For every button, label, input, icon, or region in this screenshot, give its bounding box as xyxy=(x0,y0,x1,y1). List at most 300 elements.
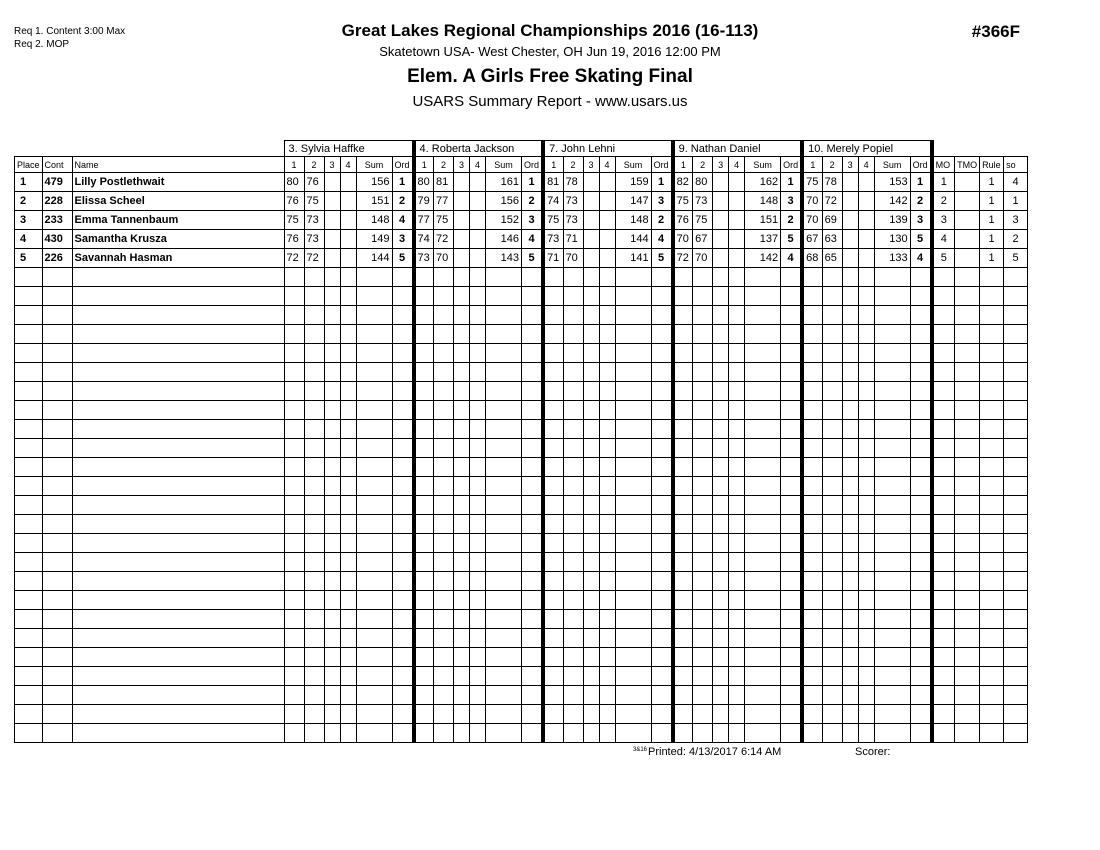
empty-cell xyxy=(615,629,651,648)
empty-cell xyxy=(955,610,980,629)
empty-cell xyxy=(543,705,563,724)
empty-cell xyxy=(615,439,651,458)
empty-cell xyxy=(729,629,745,648)
empty-cell xyxy=(563,534,583,553)
empty-cell xyxy=(304,344,324,363)
empty-cell xyxy=(955,705,980,724)
empty-cell xyxy=(932,629,955,648)
empty-cell xyxy=(673,325,693,344)
empty-row xyxy=(15,344,1028,363)
empty-cell xyxy=(340,515,356,534)
ordinal-cell: 5 xyxy=(781,230,803,249)
tmo-cell xyxy=(955,230,980,249)
empty-cell xyxy=(745,534,781,553)
place-cell: 4 xyxy=(15,230,43,249)
empty-cell xyxy=(324,287,340,306)
empty-cell xyxy=(802,439,822,458)
ordinal-cell: 1 xyxy=(522,173,544,192)
empty-cell xyxy=(486,496,522,515)
empty-cell xyxy=(414,572,434,591)
empty-cell xyxy=(392,458,414,477)
empty-cell xyxy=(522,496,544,515)
score3-cell xyxy=(713,249,729,268)
empty-cell xyxy=(932,268,955,287)
empty-cell xyxy=(802,686,822,705)
empty-cell xyxy=(15,363,43,382)
empty-cell xyxy=(745,705,781,724)
empty-cell xyxy=(486,401,522,420)
empty-cell xyxy=(858,382,874,401)
empty-cell xyxy=(713,325,729,344)
empty-cell xyxy=(599,363,615,382)
skater-name-cell: Elissa Scheel xyxy=(72,192,284,211)
empty-cell xyxy=(932,648,955,667)
empty-cell xyxy=(356,439,392,458)
empty-cell xyxy=(874,363,910,382)
empty-cell xyxy=(713,306,729,325)
empty-cell xyxy=(72,420,284,439)
empty-cell xyxy=(910,363,932,382)
empty-cell xyxy=(673,667,693,686)
empty-cell xyxy=(615,572,651,591)
sum-cell: 130 xyxy=(874,230,910,249)
empty-cell xyxy=(284,420,304,439)
empty-cell xyxy=(745,572,781,591)
empty-cell xyxy=(392,477,414,496)
empty-cell xyxy=(781,363,803,382)
empty-cell xyxy=(822,325,842,344)
empty-cell xyxy=(599,458,615,477)
empty-cell xyxy=(470,439,486,458)
empty-cell xyxy=(980,629,1004,648)
empty-cell xyxy=(822,515,842,534)
empty-cell xyxy=(414,287,434,306)
rule-cell: 1 xyxy=(980,192,1004,211)
empty-cell xyxy=(414,363,434,382)
column-header-1: 1 xyxy=(543,157,563,173)
empty-cell xyxy=(599,325,615,344)
empty-cell xyxy=(543,534,563,553)
empty-cell xyxy=(356,363,392,382)
empty-cell xyxy=(563,591,583,610)
judge-name: 9. Nathan Daniel xyxy=(673,141,803,157)
judge-header-row xyxy=(15,141,1028,157)
empty-cell xyxy=(304,496,324,515)
empty-cell xyxy=(304,515,324,534)
empty-cell xyxy=(42,515,72,534)
score3-cell xyxy=(842,211,858,230)
empty-cell xyxy=(693,344,713,363)
empty-cell xyxy=(324,496,340,515)
empty-cell xyxy=(1004,553,1028,572)
so-cell: 3 xyxy=(1004,211,1028,230)
empty-cell xyxy=(713,477,729,496)
score2-cell: 77 xyxy=(434,192,454,211)
empty-cell xyxy=(324,591,340,610)
empty-cell xyxy=(842,382,858,401)
empty-cell xyxy=(932,420,955,439)
empty-cell xyxy=(454,724,470,743)
empty-cell xyxy=(858,268,874,287)
empty-cell xyxy=(842,344,858,363)
empty-cell xyxy=(15,401,43,420)
empty-cell xyxy=(980,268,1004,287)
sum-cell: 152 xyxy=(486,211,522,230)
empty-cell xyxy=(858,363,874,382)
empty-cell xyxy=(543,648,563,667)
empty-cell xyxy=(599,420,615,439)
empty-cell xyxy=(486,591,522,610)
empty-cell xyxy=(651,382,673,401)
sum-cell: 133 xyxy=(874,249,910,268)
empty-cell xyxy=(713,496,729,515)
empty-cell xyxy=(599,268,615,287)
empty-cell xyxy=(340,325,356,344)
empty-cell xyxy=(615,477,651,496)
empty-cell xyxy=(340,477,356,496)
empty-cell xyxy=(414,629,434,648)
empty-cell xyxy=(693,287,713,306)
empty-cell xyxy=(454,515,470,534)
empty-row xyxy=(15,515,1028,534)
empty-cell xyxy=(932,344,955,363)
empty-cell xyxy=(583,439,599,458)
sum-cell: 147 xyxy=(615,192,651,211)
score3-cell xyxy=(713,211,729,230)
empty-cell xyxy=(522,477,544,496)
empty-cell xyxy=(673,363,693,382)
empty-cell xyxy=(729,325,745,344)
column-header-row xyxy=(15,157,1028,173)
so-cell: 2 xyxy=(1004,230,1028,249)
empty-row xyxy=(15,610,1028,629)
empty-cell xyxy=(842,553,858,572)
empty-cell xyxy=(910,496,932,515)
empty-cell xyxy=(72,344,284,363)
empty-cell xyxy=(470,306,486,325)
empty-cell xyxy=(673,572,693,591)
score3-cell xyxy=(324,249,340,268)
empty-cell xyxy=(470,382,486,401)
column-header-2: 2 xyxy=(693,157,713,173)
table-row xyxy=(15,211,1028,230)
empty-cell xyxy=(563,344,583,363)
empty-cell xyxy=(842,515,858,534)
score4-cell xyxy=(729,173,745,192)
sum-cell: 148 xyxy=(356,211,392,230)
empty-cell xyxy=(980,344,1004,363)
empty-cell xyxy=(651,515,673,534)
empty-cell xyxy=(729,401,745,420)
empty-cell xyxy=(693,724,713,743)
empty-cell xyxy=(980,496,1004,515)
empty-cell xyxy=(15,439,43,458)
empty-cell xyxy=(470,553,486,572)
empty-cell xyxy=(651,420,673,439)
empty-cell xyxy=(340,458,356,477)
empty-cell xyxy=(304,306,324,325)
ordinal-cell: 2 xyxy=(910,192,932,211)
column-header-ord: Ord xyxy=(651,157,673,173)
empty-row xyxy=(15,268,1028,287)
score4-cell xyxy=(858,211,874,230)
score4-cell xyxy=(340,211,356,230)
empty-cell xyxy=(304,268,324,287)
empty-cell xyxy=(673,496,693,515)
empty-cell xyxy=(454,420,470,439)
empty-cell xyxy=(522,534,544,553)
table-row xyxy=(15,249,1028,268)
empty-cell xyxy=(42,325,72,344)
empty-cell xyxy=(470,610,486,629)
empty-cell xyxy=(392,496,414,515)
empty-cell xyxy=(543,382,563,401)
score2-cell: 73 xyxy=(563,211,583,230)
empty-cell xyxy=(470,534,486,553)
empty-cell xyxy=(842,458,858,477)
empty-cell xyxy=(543,686,563,705)
empty-cell xyxy=(324,686,340,705)
tmo-cell xyxy=(955,192,980,211)
empty-cell xyxy=(543,268,563,287)
empty-cell xyxy=(434,325,454,344)
empty-cell xyxy=(1004,477,1028,496)
sum-cell: 149 xyxy=(356,230,392,249)
empty-cell xyxy=(42,439,72,458)
empty-cell xyxy=(304,477,324,496)
empty-cell xyxy=(729,515,745,534)
empty-cell xyxy=(842,667,858,686)
empty-cell xyxy=(693,572,713,591)
empty-cell xyxy=(955,496,980,515)
empty-cell xyxy=(693,515,713,534)
empty-cell xyxy=(745,344,781,363)
empty-cell xyxy=(932,382,955,401)
empty-cell xyxy=(284,268,304,287)
score4-cell xyxy=(729,211,745,230)
empty-cell xyxy=(745,439,781,458)
score1-cell: 76 xyxy=(673,211,693,230)
empty-cell xyxy=(932,458,955,477)
contestant-number-cell: 479 xyxy=(42,173,72,192)
empty-cell xyxy=(874,325,910,344)
score3-cell xyxy=(842,192,858,211)
empty-cell xyxy=(874,572,910,591)
empty-cell xyxy=(980,515,1004,534)
empty-cell xyxy=(745,306,781,325)
column-header-sum: Sum xyxy=(615,157,651,173)
empty-cell xyxy=(486,534,522,553)
empty-cell xyxy=(486,439,522,458)
empty-cell xyxy=(842,439,858,458)
empty-cell xyxy=(414,724,434,743)
score4-cell xyxy=(340,173,356,192)
score3-cell xyxy=(324,211,340,230)
empty-cell xyxy=(543,363,563,382)
venue-datetime: Skatetown USA- West Chester, OH Jun 19, 2016 12:00 PM xyxy=(379,44,721,59)
empty-cell xyxy=(729,534,745,553)
empty-cell xyxy=(802,477,822,496)
empty-cell xyxy=(340,724,356,743)
empty-cell xyxy=(599,496,615,515)
empty-cell xyxy=(858,420,874,439)
empty-cell xyxy=(15,648,43,667)
score1-cell: 68 xyxy=(802,249,822,268)
score3-cell xyxy=(713,173,729,192)
empty-cell xyxy=(470,401,486,420)
empty-cell xyxy=(583,496,599,515)
score4-cell xyxy=(729,192,745,211)
empty-cell xyxy=(713,553,729,572)
empty-cell xyxy=(615,534,651,553)
skater-name-cell: Samantha Krusza xyxy=(72,230,284,249)
ordinal-cell: 2 xyxy=(522,192,544,211)
judge-name: 10. Merely Popiel xyxy=(802,141,932,157)
empty-cell xyxy=(324,553,340,572)
empty-cell xyxy=(392,306,414,325)
empty-cell xyxy=(980,477,1004,496)
empty-cell xyxy=(324,382,340,401)
empty-cell xyxy=(599,382,615,401)
column-header-cont: Cont xyxy=(42,157,72,173)
empty-cell xyxy=(356,287,392,306)
empty-cell xyxy=(392,420,414,439)
column-header-4: 4 xyxy=(858,157,874,173)
empty-cell xyxy=(356,344,392,363)
score2-cell: 78 xyxy=(822,173,842,192)
sum-cell: 151 xyxy=(356,192,392,211)
empty-cell xyxy=(15,325,43,344)
empty-cell xyxy=(72,477,284,496)
empty-cell xyxy=(802,572,822,591)
empty-cell xyxy=(842,268,858,287)
empty-cell xyxy=(454,667,470,686)
ordinal-cell: 5 xyxy=(392,249,414,268)
empty-cell xyxy=(842,572,858,591)
empty-cell xyxy=(42,610,72,629)
empty-cell xyxy=(470,515,486,534)
score2-cell: 65 xyxy=(822,249,842,268)
empty-cell xyxy=(955,648,980,667)
empty-cell xyxy=(673,477,693,496)
empty-cell xyxy=(72,287,284,306)
empty-cell xyxy=(802,515,822,534)
empty-cell xyxy=(522,610,544,629)
empty-cell xyxy=(42,534,72,553)
empty-cell xyxy=(729,287,745,306)
empty-cell xyxy=(599,306,615,325)
empty-cell xyxy=(563,287,583,306)
empty-cell xyxy=(583,477,599,496)
empty-cell xyxy=(324,629,340,648)
column-header-4: 4 xyxy=(470,157,486,173)
empty-cell xyxy=(356,610,392,629)
sum-cell: 144 xyxy=(356,249,392,268)
empty-cell xyxy=(543,553,563,572)
empty-cell xyxy=(324,724,340,743)
empty-cell xyxy=(486,515,522,534)
empty-cell xyxy=(858,705,874,724)
empty-cell xyxy=(563,648,583,667)
event-title: Elem. A Girls Free Skating Final xyxy=(407,66,693,87)
so-cell: 1 xyxy=(1004,192,1028,211)
empty-cell xyxy=(304,458,324,477)
empty-cell xyxy=(284,705,304,724)
empty-cell xyxy=(454,534,470,553)
empty-cell xyxy=(434,401,454,420)
empty-cell xyxy=(910,705,932,724)
mo-cell: 5 xyxy=(932,249,955,268)
empty-cell xyxy=(284,401,304,420)
empty-cell xyxy=(340,344,356,363)
empty-cell xyxy=(651,325,673,344)
rule-cell: 1 xyxy=(980,173,1004,192)
empty-cell xyxy=(713,344,729,363)
empty-cell xyxy=(842,420,858,439)
empty-cell xyxy=(673,268,693,287)
score4-cell xyxy=(858,249,874,268)
empty-cell xyxy=(980,306,1004,325)
score2-cell: 73 xyxy=(563,192,583,211)
empty-cell xyxy=(980,287,1004,306)
empty-cell xyxy=(15,268,43,287)
empty-cell xyxy=(15,344,43,363)
column-header-sum: Sum xyxy=(874,157,910,173)
empty-cell xyxy=(42,420,72,439)
empty-cell xyxy=(72,553,284,572)
empty-cell xyxy=(522,401,544,420)
empty-cell xyxy=(356,477,392,496)
empty-cell xyxy=(72,439,284,458)
empty-cell xyxy=(392,629,414,648)
place-cell: 3 xyxy=(15,211,43,230)
empty-cell xyxy=(392,325,414,344)
empty-cell xyxy=(858,553,874,572)
empty-row xyxy=(15,325,1028,344)
requirements-note xyxy=(14,25,125,51)
results-table xyxy=(14,140,1028,743)
ordinal-cell: 3 xyxy=(651,192,673,211)
empty-cell xyxy=(324,401,340,420)
empty-cell xyxy=(15,686,43,705)
empty-cell xyxy=(874,287,910,306)
empty-cell xyxy=(980,648,1004,667)
right-spacer xyxy=(932,141,1028,157)
empty-cell xyxy=(910,686,932,705)
empty-cell xyxy=(599,629,615,648)
empty-cell xyxy=(42,591,72,610)
empty-cell xyxy=(615,344,651,363)
empty-cell xyxy=(910,667,932,686)
ordinal-cell: 5 xyxy=(910,230,932,249)
empty-cell xyxy=(729,648,745,667)
empty-cell xyxy=(414,496,434,515)
empty-cell xyxy=(15,420,43,439)
score1-cell: 75 xyxy=(802,173,822,192)
empty-cell xyxy=(72,686,284,705)
empty-cell xyxy=(729,363,745,382)
empty-cell xyxy=(284,648,304,667)
empty-cell xyxy=(486,553,522,572)
empty-cell xyxy=(563,610,583,629)
empty-cell xyxy=(713,363,729,382)
empty-row xyxy=(15,534,1028,553)
empty-cell xyxy=(324,458,340,477)
empty-cell xyxy=(842,477,858,496)
empty-cell xyxy=(42,363,72,382)
empty-cell xyxy=(392,344,414,363)
empty-cell xyxy=(673,458,693,477)
